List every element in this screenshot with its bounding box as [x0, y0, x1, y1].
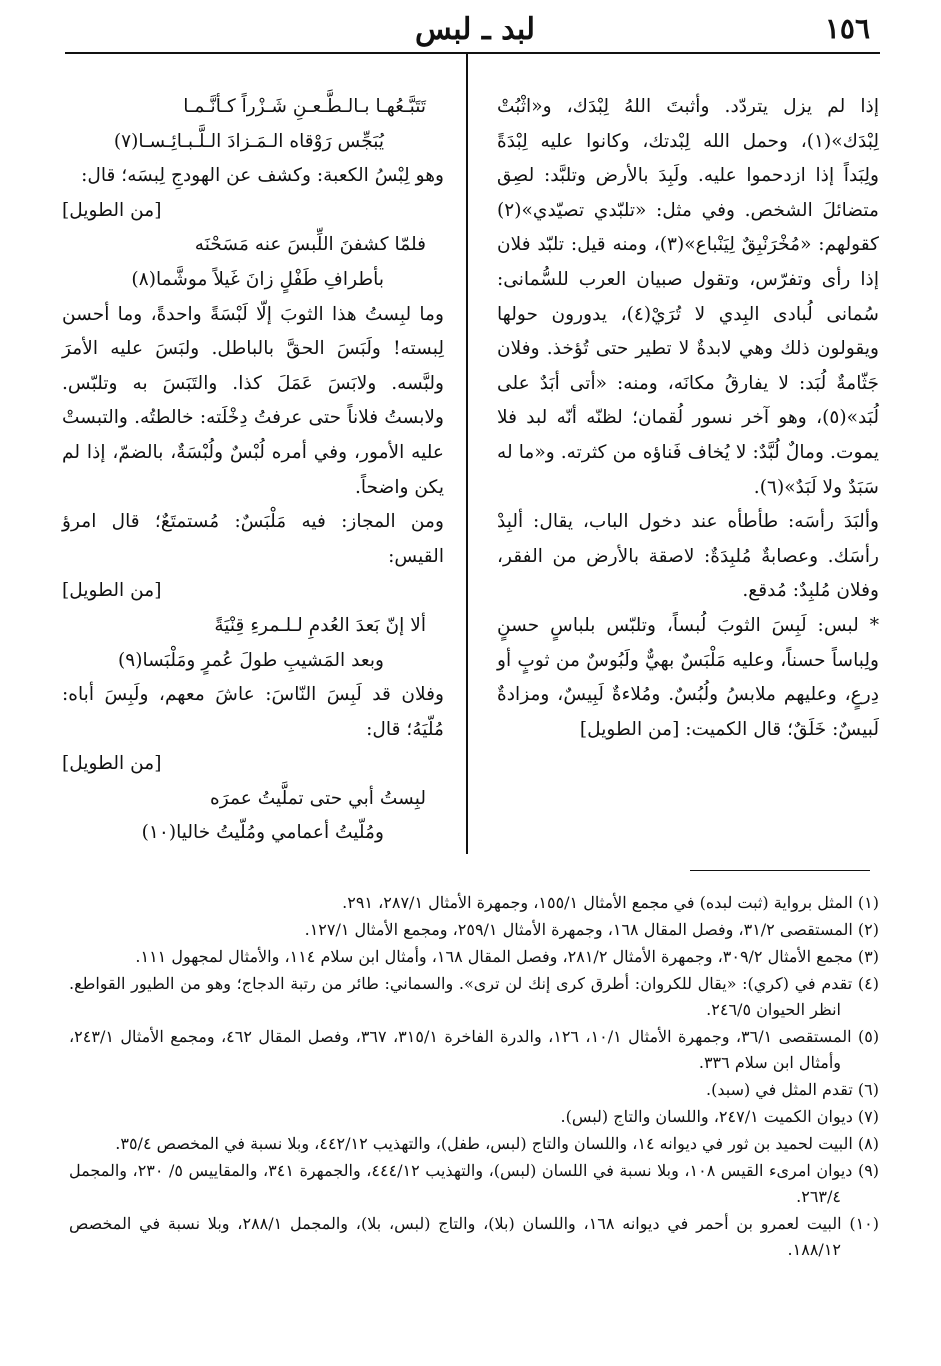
right-column — [497, 90, 879, 747]
verse-hemistich: فلمّا كشفنَ اللِّبسَ عنه مَسَحْنَه — [194, 234, 426, 256]
footnote-3: (٣) مجمع الأمثال ٣٠٩/٢، وجمهرة الأمثال ٢٨١/٢، وفصل المقال ١٦٨، وأمثال ابن سلام ١١٤، والأمثال لمجهول ١١١. — [135, 947, 879, 966]
footnote-8: (٨) البيت لحميد بن ثور في ديوانه ١٤، واللسان والتاج (لبس، طفل)، والتهذيب ٤٤٢/١٢، وبلا نسبة في المخصص ٣٥/٤. — [115, 1134, 879, 1153]
footnote-9: (٩) ديوان امرىء القيس ١٠٨، وبلا نسبة في اللسان (لبس)، والتهذيب ٤٤٤/١٢، والجمهرة ٣٤١، والمقاييس ٥/ ٢٣٠، والمجمل ٢٦٣/٤. — [69, 1161, 880, 1206]
verse-hemistich: ألا إنّ بَعدَ العُدمِ لـلـمرءِ قِنْيَةً — [214, 614, 426, 636]
entry-lbd-paragraph-2: وألبَدَ رأسَه: طأطأه عند دخول الباب، يقال: ألبِدْ رأسَك. وعصابةٌ مُلبِدَةٌ: لاصقة بالأرض من الفقر، وفلان مُلبِدٌ: مُدقع. — [497, 511, 879, 602]
verse-hemistich: تَتَبَّـعُهـا بـالـطَّـعـنِ شَـزْراً كـأنَّـمـا — [183, 96, 426, 117]
footnote-5: (٥) المستقصى ٣٦/١، وجمهرة الأمثال ١٠/١، ١٢٦، والدرة الفاخرة ٣١٥/١، ٣٦٧، وفصل المقال ٤٦٢، ومجمع الأمثال ٢٤٣/١، وأمثال ابن سلام ٣٣٦. — [69, 1027, 880, 1072]
header-rule — [65, 52, 880, 54]
left-column — [62, 90, 444, 851]
verse-hemistich: بأطرافِ طَفْلٍ زانَ غَيلاً موشَّما(٨) — [131, 268, 384, 290]
verse-hemistich: يُبَجِّس رَوْقاه الـمَـزادَ الـلَّـبـائِـسـا(٧) — [113, 130, 384, 152]
entry-lbs-paragraph: * لبس: لَبِسَ الثوبَ لُبساً، وتلبّس بلباسٍ حسنٍ ولِباساً حسناً، وعليه مَلْبَسٌ بهيٌّ ولَبُوسٌ من ثوبٍ أو دِرعٍ، وعليهم ملابسُ ولُبُسٌ. ومُلاءةٌ لَبِيسٌ، ومزادةٌ لَبيسٌ: خَلَقٌ؛ قال الكميت: [من الطويل] — [497, 614, 879, 740]
footnote-10: (١٠) البيت لعمرو بن أحمر في ديوانه ١٦٨، واللسان (بلا)، والتاج (لبس، بلا)، والمجمل ٢٨٨/١، وبلا نسبة في المخصص ١٨٨/١٢. — [69, 1214, 880, 1259]
verse-imru-alqays — [62, 609, 444, 678]
entry-lbd-paragraph: إذا لم يزل يتردّد. وأثبتَ اللهُ لِبْدَك، و«اثْبُتْ لِبْدَك»(١)، وحمل الله لِبْدتك، وكانوا عليه لِبْدَةً ولِبَداً إذا ازدحموا عليه. ولَبِدَ بالأرض وتلبَّد: لصِق متضائلَ الشخص. وفي مثل: «تلبّدي تصيّدي»(٢) كقولهم: «مُخْرَنْبِقٌ لِيَنْباع»(٣)، ومنه قيل: تلبّد فلان إذا رأى وتفرّس، وتقول صبيان العرب للسُّمانى: سُمانى لُبادى البِدي لا تُرَيْ(٤)، يدورون حولها ويقولون ذلك وهي لابدةٌ لا تطير حتى تُؤخذ. وفلان جَثّامةٌ لُبَد: لا يفارقُ مكانَه، ومنه: «أتى أبَدٌ على لُبَد»(٥)، وهو آخر نسور لُقمان؛ لظنّه أنّه لبد فلا يموت. ومالٌ لُبَّدٌ: لا يُخاف فَناؤه من كثرته. و«ما له سَبَدٌ ولا لَبَدٌ»(٦). — [497, 96, 879, 498]
footnote-1: (١) المثل برواية (ثبت لبده) في مجمع الأمثال ١٥٥/١، وجمهرة الأمثال ٢٨٧/١، ٢٩١. — [342, 893, 879, 912]
meter-label: [من الطويل] — [62, 753, 162, 775]
page-number: ١٥٦ — [824, 12, 870, 45]
footnote-rule — [690, 870, 870, 871]
text-paragraph: ومن المجاز: فيه مَلْبَسٌ: مُستمتَعٌ؛ قال امرؤ القيس: — [62, 511, 444, 567]
verse-hemistich: ومُلّيتُ أعمامي ومُلّيتُ خاليا(١٠) — [141, 822, 384, 844]
meter-label: [من الطويل] — [62, 580, 162, 602]
verse-hemistich: وبعد المَشيبِ طولَ عُمرٍ ومَلْبَسا(٩) — [117, 649, 384, 671]
footnote-7: (٧) ديوان الكميت ٢٤٧/١، واللسان والتاج (لبس). — [560, 1107, 879, 1126]
column-divider — [466, 54, 468, 854]
footnotes — [69, 890, 879, 1264]
verse-humayd — [62, 228, 444, 297]
verse-amr-ibn-ahmar — [62, 782, 444, 851]
text-paragraph: وفلان قد لَبِسَ النّاسَ: عاشَ معهم، ولَبِسَ أباه: مُلّيَهُ؛ قال: — [62, 684, 444, 740]
verse-kumait — [62, 90, 444, 159]
verse-hemistich: لبِستُ أبي حتى تملَّيتُ عمرَه — [210, 787, 426, 809]
footnote-6: (٦) تقدم المثل في (سبد). — [706, 1080, 879, 1099]
meter-label: [من الطويل] — [62, 199, 162, 221]
page-header — [60, 12, 890, 54]
text-paragraph: وما لبِستُ هذا الثوبَ إلّا لَبْسَةً واحدةً، وما أحسن لِبسته! ولَبَسَ الحقَّ بالباطل. ولبَسَ عليه الأمرَ ولبَّسه. ولابَسَ عَمَلَ كذا. والتَبَسَ به وتلبّس. ولابستُ فلاناً حتى عرفتُ دِخْلَته: خالطتُه. والتبستْ عليه الأمور، وفي أمره لُبْسٌ ولُبْسَةٌ، بالضمّ، إذا لم يكن واضحاً. — [62, 303, 444, 498]
footnote-2: (٢) المستقصى ٣١/٢، وفصل المقال ١٦٨، وجمهرة الأمثال ٢٥٩/١، ومجمع الأمثال ١٢٧/١. — [304, 920, 879, 939]
footnote-4: (٤) تقدم في (كري): «يقال للكروان: أطرق كرى إنك لن ترى». والسماني: طائر من رتبة الدجاج؛ وهو من الطيور القواطع. انظر الحيوان ٢٤٦/٥. — [69, 974, 879, 1019]
running-title: لبد ـ لبس — [414, 12, 536, 47]
text-paragraph: وهو لِبْسُ الكعبة: وكشف عن الهودجِ لِبسَه؛ قال: — [81, 165, 444, 187]
